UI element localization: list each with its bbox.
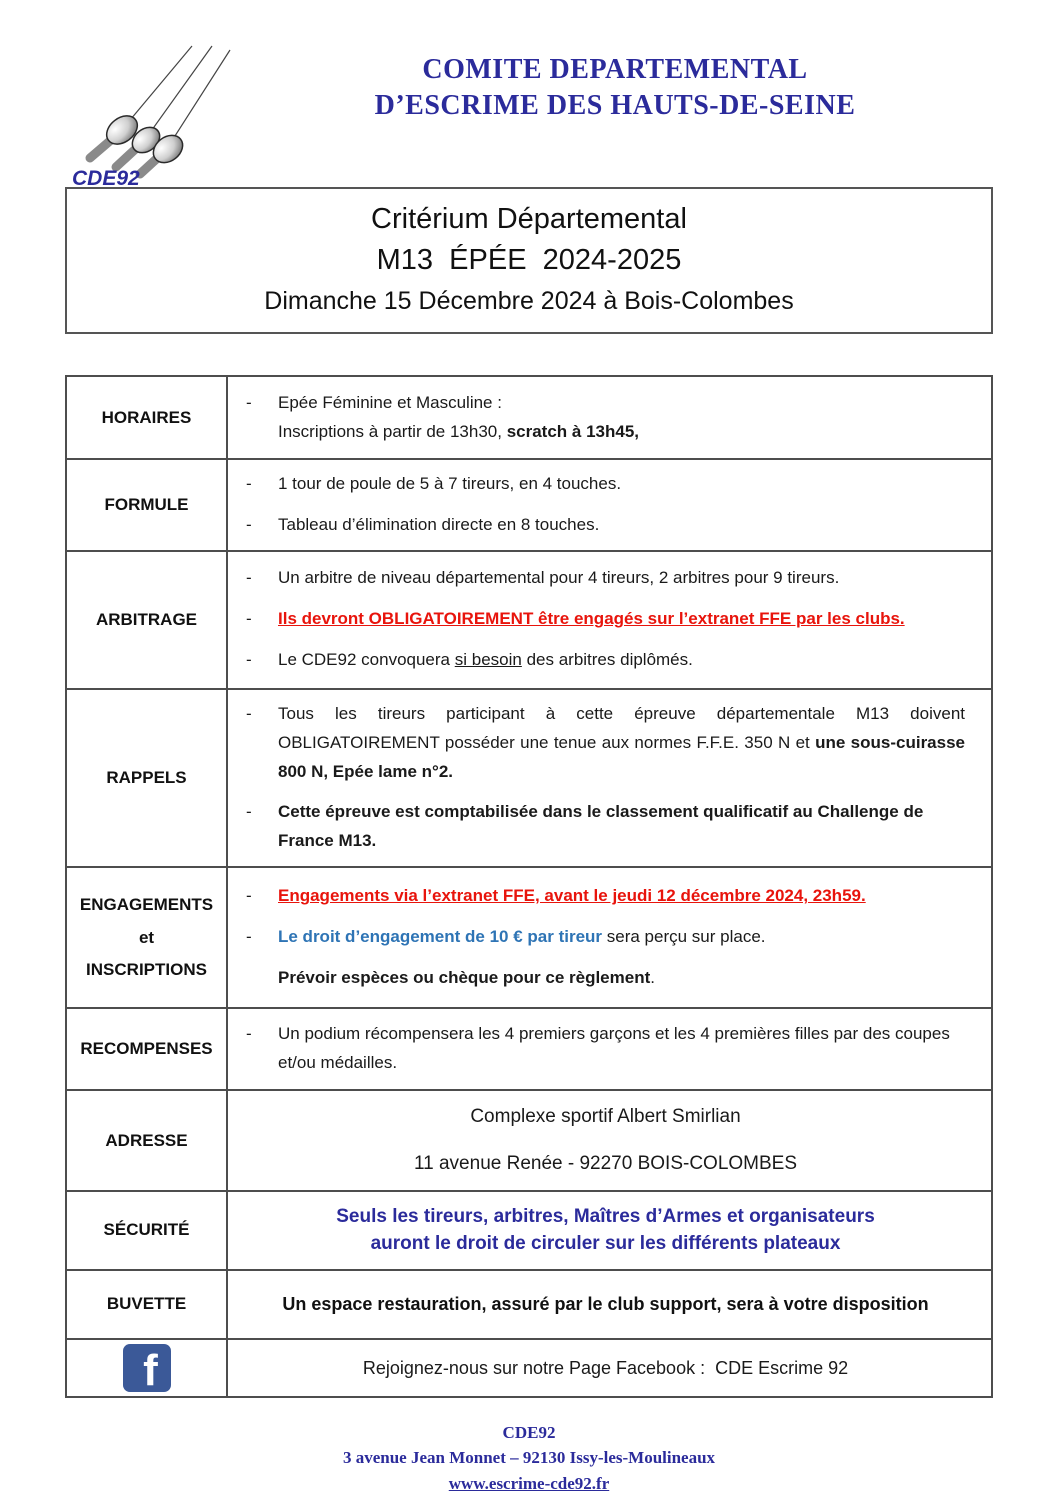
list-item <box>246 564 965 593</box>
bullet-dash: - <box>246 474 252 493</box>
securite-line1: Seuls les tireurs, arbitres, Maîtres d’Armes et organisateurs <box>336 1205 875 1227</box>
engagements-bullet2 <box>278 923 965 952</box>
row-content-rappels <box>228 690 991 866</box>
list-item <box>246 700 965 787</box>
list-item <box>246 470 965 499</box>
footer-org-name: CDE92 <box>502 1422 556 1442</box>
buvette-notice: Un espace restauration, assuré par le club support, sera à votre disposition <box>282 1294 929 1315</box>
facebook-invite-text: Rejoignez-nous sur notre Page Facebook : CDE Escrime 92 <box>362 1357 849 1378</box>
list-item <box>246 605 965 634</box>
org-title-line2: D’ESCRIME DES HAUTS-DE-SEINE <box>374 90 856 122</box>
list-item <box>246 923 965 952</box>
bullet-dash: - <box>246 703 252 723</box>
list-item <box>246 1020 965 1078</box>
bullet-dash: - <box>246 609 252 629</box>
arbitrage-bullet2-warning: Ils devront OBLIGATOIREMENT être engagés sur l’extranet FFE par les clubs. <box>278 609 905 629</box>
page-header <box>0 0 1058 190</box>
row-content-securite <box>228 1192 991 1269</box>
organization-title <box>232 52 998 125</box>
table-row-arbitrage <box>67 550 991 688</box>
formule-bullet2: Tableau d’élimination directe en 8 touches. <box>278 514 600 534</box>
securite-notice <box>246 1203 965 1258</box>
table-row-buvette <box>67 1269 991 1338</box>
engagements-payment-note <box>278 964 965 993</box>
table-row-rappels <box>67 688 991 866</box>
bullet-dash: - <box>246 568 252 588</box>
bullet-dash: - <box>246 1024 252 1044</box>
info-table <box>65 375 993 1398</box>
row-content-engagements <box>228 868 991 1007</box>
footer-website-link[interactable]: www.escrime-cde92.fr <box>448 1473 610 1493</box>
arbitrage-bullet3-underlined: si besoin <box>454 650 522 670</box>
row-content-buvette <box>228 1271 991 1338</box>
arbitrage-bullet3 <box>278 646 965 675</box>
table-row-horaires <box>67 377 991 458</box>
cde92-logo <box>62 40 232 195</box>
row-label-securite: SÉCURITÉ <box>67 1192 228 1269</box>
horaires-line2-normal: Inscriptions à partir de 13h30, <box>278 421 507 441</box>
row-label-formule: FORMULE <box>67 460 228 550</box>
table-row-formule <box>67 458 991 550</box>
recompenses-bullet1: Un podium récompensera les 4 premiers garçons et les 4 premières filles par des coupes et/ou médailles. <box>278 1024 950 1073</box>
row-label-arbitrage: ARBITRAGE <box>67 552 228 688</box>
horaires-line2-bold: scratch à 13h45, <box>506 421 639 441</box>
rappels-bullet1 <box>278 700 965 787</box>
row-content-recompenses <box>228 1009 991 1089</box>
table-row-facebook <box>67 1338 991 1396</box>
engagements-label-line1: ENGAGEMENTS <box>79 895 214 915</box>
competition-title-box <box>65 187 993 334</box>
row-content-adresse <box>228 1091 991 1190</box>
row-content-facebook <box>228 1340 991 1396</box>
bullet-dash: - <box>246 514 252 534</box>
engagements-payment-rest: . <box>650 968 655 988</box>
org-title-line1: COMITE DEPARTEMENTAL <box>422 54 808 85</box>
rappels-bullet1-normal: Tous les tireurs participant à cette épreuve départementale M13 doivent OBLIGATOIREMENT posséder une tenue aux normes F.F.E. 350 N et <box>278 703 965 752</box>
facebook-cell <box>67 1340 228 1396</box>
footer-address: 3 avenue Jean Monnet – 92130 Issy-les-Moulineaux <box>342 1448 716 1468</box>
arbitrage-bullet1: Un arbitre de niveau départemental pour 4 tireurs, 2 arbitres pour 9 tireurs. <box>278 568 840 588</box>
fencing-epees-icon <box>62 40 232 190</box>
list-item <box>246 646 965 675</box>
rappels-bullet1-bold: une sous-cuirasse 800 N, Epée lame n°2. <box>278 732 965 781</box>
list-item <box>246 389 965 447</box>
facebook-icon-letter: f <box>143 1346 158 1392</box>
arbitrage-bullet3-post: des arbitres diplômés. <box>521 650 693 670</box>
table-row-securite <box>67 1190 991 1269</box>
engagements-bullet1-deadline: Engagements via l’extranet FFE, avant le jeudi 12 décembre 2024, 23h59. <box>278 886 866 906</box>
bullet-dash: - <box>246 927 252 947</box>
table-row-adresse <box>67 1089 991 1190</box>
row-content-arbitrage <box>228 552 991 688</box>
arbitrage-bullet3-pre: Le CDE92 convoquera <box>278 650 455 670</box>
bullet-dash: - <box>246 650 252 670</box>
bullet-dash: - <box>246 802 252 822</box>
venue-name: Complexe sportif Albert Smirlian <box>470 1106 741 1128</box>
facebook-icon[interactable] <box>123 1344 171 1392</box>
page-footer <box>0 1420 1058 1497</box>
table-row-recompenses <box>67 1007 991 1089</box>
table-row-engagements <box>67 866 991 1007</box>
rappels-bullet2: Cette épreuve est comptabilisée dans le classement qualificatif au Challenge de France M13. <box>278 802 924 851</box>
engagements-payment-bold: Prévoir espèces ou chèque pour ce règlement <box>278 968 651 988</box>
engagements-label-line3: INSCRIPTIONS <box>86 959 207 979</box>
horaires-line1: Epée Féminine et Masculine : <box>278 392 502 412</box>
securite-line2: auront le droit de circuler sur les différents plateaux <box>370 1233 841 1255</box>
horaires-text <box>278 389 965 447</box>
logo-text: CDE92 <box>72 167 140 190</box>
row-content-formule <box>228 460 991 550</box>
bullet-dash: - <box>246 886 252 906</box>
row-label-engagements <box>67 868 228 1007</box>
engagements-fee-blue: Le droit d’engagement de 10 € par tireur <box>278 927 603 947</box>
list-item <box>246 798 965 856</box>
engagements-fee-rest: sera perçu sur place. <box>602 927 766 947</box>
competition-category: M13 ÉPÉE 2024-2025 <box>376 244 682 276</box>
row-content-horaires <box>228 377 991 458</box>
venue-address: 11 avenue Renée - 92270 BOIS-COLOMBES <box>413 1152 798 1174</box>
row-label-buvette: BUVETTE <box>67 1271 228 1338</box>
list-item <box>246 882 965 911</box>
formule-bullet1: 1 tour de poule de 5 à 7 tireurs, en 4 touches. <box>278 474 622 493</box>
bullet-dash: - <box>246 392 252 412</box>
row-label-horaires: HORAIRES <box>67 377 228 458</box>
engagements-label-line2: et <box>138 927 155 947</box>
row-label-rappels: RAPPELS <box>67 690 228 866</box>
row-label-adresse: ADRESSE <box>67 1091 228 1190</box>
competition-date-place: Dimanche 15 Décembre 2024 à Bois-Colombes <box>264 287 794 315</box>
row-label-recompenses: RECOMPENSES <box>67 1009 228 1089</box>
competition-name: Critérium Départemental <box>371 203 687 235</box>
list-item <box>246 511 965 540</box>
